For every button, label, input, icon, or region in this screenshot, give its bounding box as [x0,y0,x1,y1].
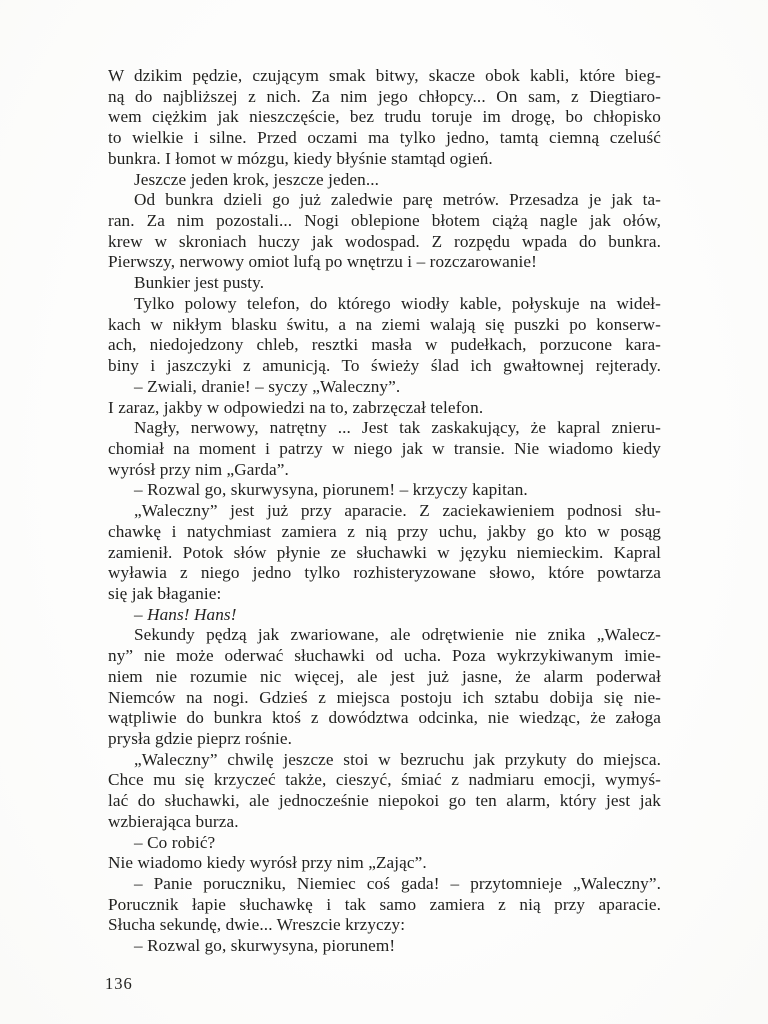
text-line: Tylko polowy telefon, do którego wiodły kable, połyskuje na wideł- [134,293,661,313]
text-line: krew w skroniach huczy jak wodospad. Z rozpędu wpada do bunkra. [108,231,661,251]
text-line: I zaraz, jakby w odpowiedzi na to, zabrzęczał telefon. [108,397,484,417]
text-line: prysła gdzie pieprz rośnie. [108,729,293,748]
text-line: – Rozwal go, skurwysyna, piorunem! – krzyczy kapitan. [134,480,528,500]
text-line: Bunkier jest pusty. [134,273,265,293]
text-line: wem ciężkim jak nieszczęście, bez trudu toruje im drogę, bo chłopisko [108,107,661,127]
text-line: – Hans! Hans! [134,604,237,624]
text-line: Porucznik łapie słuchawkę i tak samo zamiera z nią przy aparacie. [108,894,661,914]
text-line: chomiał na moment i patrzy w niego jak w transie. Nie wiadomo kiedy [108,438,661,458]
text-line: ną do najbliższej z nich. Za nim jego chłopcy... On sam, z Diegtiaro- [108,86,661,106]
text-line: – Panie poruczniku, Niemiec coś gada! – przytomnieje „Waleczny”. [134,874,661,894]
text-line: W dzikim pędzie, czującym smak bitwy, skacze obok kabli, które bieg- [108,66,661,85]
page-number: 136 [105,974,133,993]
text-line: bunkra. I łomot w mózgu, kiedy błyśnie stamtąd ogień. [108,148,493,168]
text-line: to wielkie i silne. Przed oczami ma tylko jedno, tamtą ciemną czeluść [108,128,661,148]
text-line: Chce mu się krzyczeć także, cieszyć, śmiać z nadmiaru emocji, wymyś- [108,770,661,790]
text-line: wzbierająca burza. [108,811,239,831]
text-line: się jak błaganie: [108,583,222,603]
text-line: wyławia z niego jedno tylko rozhisteryzowane słowo, które powtarza [108,563,661,583]
text-line: ran. Za nim pozostali... Nogi oblepione błotem ciążą nagle jak ołów, [108,211,661,231]
text-line: zamienił. Potok słów płynie ze słuchawki w języku niemieckim. Kapral [108,542,661,562]
text-line: ach, niedojedzony chleb, resztki masła w pudełkach, porzucone kara- [108,335,661,355]
text-line: „Waleczny” chwilę jeszcze stoi w bezruchu jak przykuty do miejsca. [134,749,661,769]
text-line: – Rozwal go, skurwysyna, piorunem! [134,936,396,956]
text-line: biny i jaszczyki z amunicją. To świeży ślad ich gwałtownej rejterady. [108,356,661,376]
text-line: „Waleczny” jest już przy aparacie. Z zaciekawieniem podnosi słu- [134,501,661,521]
text-line: Od bunkra dzieli go już zaledwie parę metrów. Przesadza je jak ta- [134,190,661,210]
text-line: Pierwszy, nerwowy omiot lufą po wnętrzu i – rozczarowanie! [108,252,537,272]
text-line: Jeszcze jeden krok, jeszcze jeden... [134,169,380,189]
text-line: niem nie rozumie nic więcej, ale jest już jasne, że alarm poderwał [108,666,661,686]
text-line: – Co robić? [134,832,216,852]
text-line: wątpliwie do bunkra ktoś z dowództwa odcinka, nie wiedząc, że załoga [108,708,661,728]
page-text [108,66,661,957]
text-line: ny” nie może oderwać słuchawki od ucha. Poza wykrzykiwanym imie- [108,646,661,666]
text-line: lać do słuchawki, ale jednocześnie niepokoi go ten alarm, który jest jak [108,791,661,811]
text-line: Nagły, nerwowy, natrętny ... Jest tak zaskakujący, że kapral znieru- [134,418,661,438]
text-line: Nie wiadomo kiedy wyrósł przy nim „Zając”. [108,853,427,873]
text-line: chawkę i natychmiast zamiera z nią przy uchu, jakby go kto w posąg [108,521,661,541]
text-line: – Zwiali, dranie! – syczy „Waleczny”. [134,376,401,396]
text-line: Słucha sekundę, dwie... Wreszcie krzyczy: [108,915,406,935]
text-line: Niemców na nogi. Gdzieś z miejsca postoju ich sztabu dobija się nie- [108,687,661,707]
text-line: kach w nikłym blasku świtu, a na ziemi walają się puszki po konserw- [108,314,661,334]
text-line: Sekundy pędzą jak zwariowane, ale odrętwienie nie znika „Walecz- [134,625,661,645]
text-line: wyrósł przy nim „Garda”. [108,459,289,479]
